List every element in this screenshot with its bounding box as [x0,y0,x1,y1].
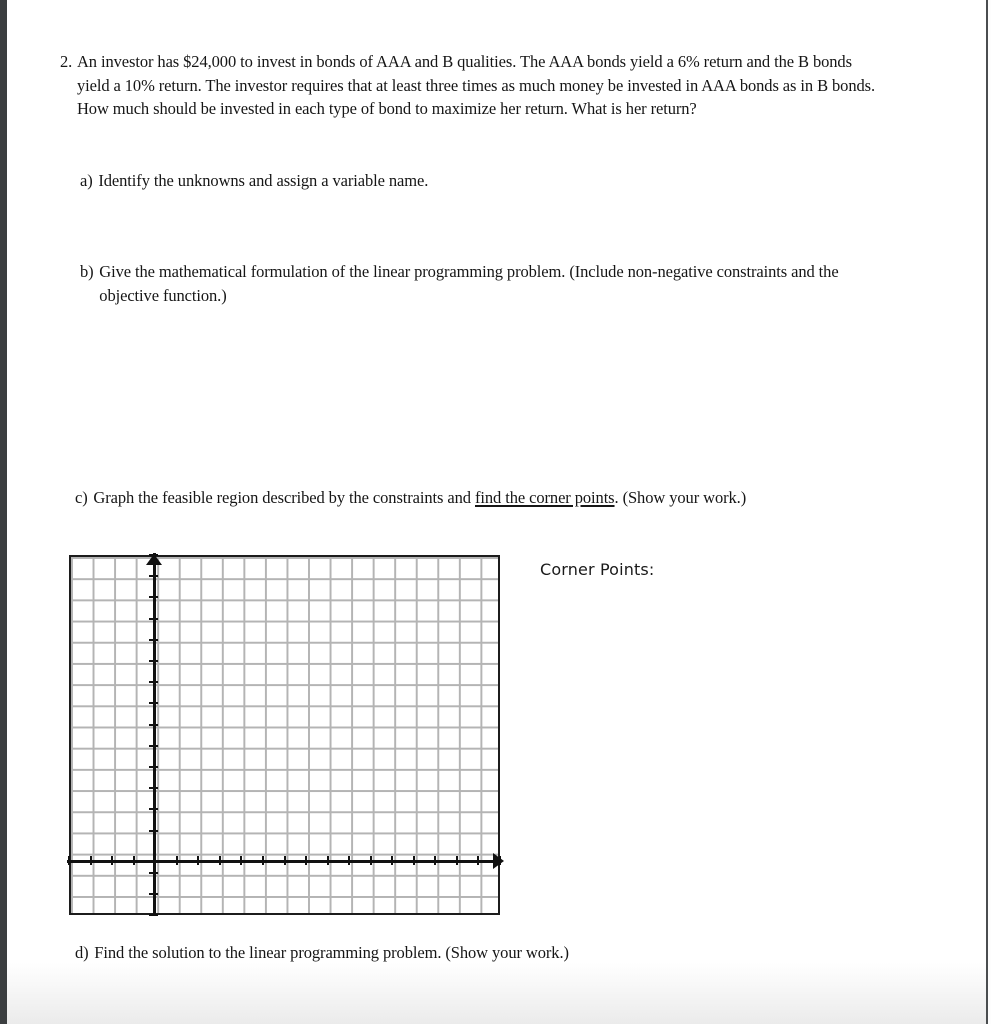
coordinate-grid [69,555,500,915]
part-a-text: Identify the unknowns and assign a variable name. [98,171,429,190]
part-c-text-before: Graph the feasible region described by the constraints and [93,488,475,507]
y-axis-tick [149,702,158,704]
y-axis-tick [149,787,158,789]
corner-points-label: Corner Points: [540,560,655,579]
problem-number: 2. [60,52,73,71]
viewer-left-edge [0,0,7,1024]
x-axis-tick [370,856,372,865]
y-axis-tick [149,639,158,641]
part-c-text [93,486,915,510]
y-axis-tick [149,914,158,916]
part-c-text-after: . (Show your work.) [614,488,747,507]
y-axis-tick [149,893,158,895]
x-axis-tick [391,856,393,865]
x-axis-tick [499,856,501,865]
part-d [75,941,744,965]
y-axis-tick [149,596,158,598]
x-axis-tick [197,856,199,865]
x-axis-tick [240,856,242,865]
x-axis-tick [176,856,178,865]
x-axis-tick [68,856,70,865]
y-axis-tick [149,745,158,747]
part-b [80,260,863,307]
x-axis-tick [477,856,479,865]
part-d-label: d) [75,943,89,962]
part-a [80,169,749,193]
x-axis-tick [327,856,329,865]
x-axis-tick [133,856,135,865]
y-axis-tick [149,660,158,662]
document-sheet [7,0,984,1024]
part-a-label: a) [80,171,93,190]
part-c [75,486,915,510]
x-axis-tick [348,856,350,865]
y-axis-tick [149,554,158,556]
y-axis-tick [149,830,158,832]
part-d-text: Find the solution to the linear programming problem. (Show your work.) [94,943,569,962]
y-axis-tick [149,618,158,620]
x-axis-tick [284,856,286,865]
x-axis-tick [456,856,458,865]
x-axis-tick [90,856,92,865]
x-axis-tick [219,856,221,865]
part-c-label: c) [75,488,88,507]
x-axis-tick [413,856,415,865]
part-b-label: b) [80,262,94,281]
x-axis-tick [111,856,113,865]
part-b-text: Give the mathematical formulation of the linear programming problem. (Include non-negative constraints and the objective function.) [99,262,839,305]
y-axis-tick [149,766,158,768]
x-axis-tick [305,856,307,865]
y-axis [153,553,156,915]
part-c-text-underlined: find the corner points [474,488,615,507]
problem-statement [60,50,886,121]
x-axis-tick [262,856,264,865]
y-axis-tick [149,872,158,874]
x-axis-tick [434,856,436,865]
y-axis-tick [149,808,158,810]
problem-row [60,50,886,121]
y-axis-tick [149,681,158,683]
y-axis-tick [149,724,158,726]
problem-text: An investor has $24,000 to invest in bonds of AAA and B qualities. The AAA bonds yield a 6% return and the B bonds yield a 10% return. The investor requires that at least three times as much money be invested in AAA bonds as in B bonds. How much should be invested in each type of bond to maximize her return. What is her return? [76,52,876,119]
y-axis-tick [149,575,158,577]
viewer-right-edge [986,0,988,1024]
